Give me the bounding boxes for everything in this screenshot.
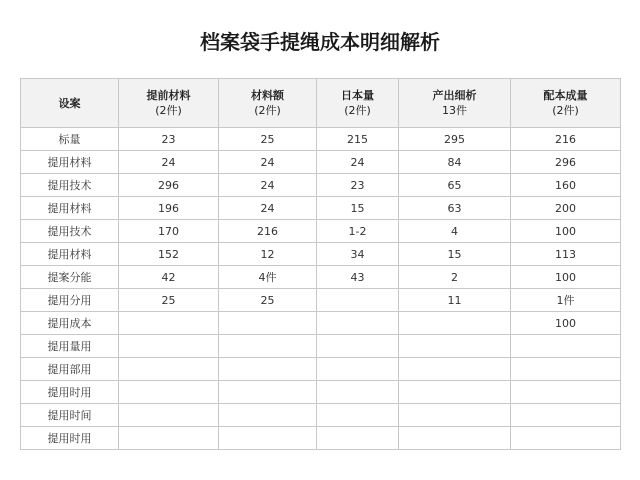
column-header: 提前材料 (2件) — [119, 79, 219, 128]
table-cell: 170 — [119, 220, 219, 243]
table-cell: 2 — [399, 266, 511, 289]
table-row — [21, 243, 621, 266]
table-cell — [119, 381, 219, 404]
table-cell: 296 — [119, 174, 219, 197]
table-cell — [511, 427, 621, 450]
table-cell: 100 — [511, 220, 621, 243]
table-cell — [119, 335, 219, 358]
table-cell — [317, 427, 399, 450]
table-cell: 24 — [119, 151, 219, 174]
row-label-cell: 提用材料 — [21, 243, 119, 266]
table-cell — [219, 335, 317, 358]
table-cell — [219, 404, 317, 427]
table-cell: 216 — [511, 128, 621, 151]
table-row — [21, 358, 621, 381]
table-cell: 100 — [511, 266, 621, 289]
table-cell: 200 — [511, 197, 621, 220]
table-cell: 196 — [119, 197, 219, 220]
table-cell: 24 — [219, 151, 317, 174]
table-cell — [511, 358, 621, 381]
table-cell — [219, 358, 317, 381]
table-cell: 1件 — [511, 289, 621, 312]
table-row — [21, 289, 621, 312]
cost-table — [20, 78, 621, 450]
table-cell: 25 — [219, 128, 317, 151]
table-row — [21, 335, 621, 358]
table-row — [21, 197, 621, 220]
table-cell — [119, 358, 219, 381]
table-cell: 11 — [399, 289, 511, 312]
table-cell — [399, 381, 511, 404]
table-cell — [317, 312, 399, 335]
row-label-cell: 提用材料 — [21, 197, 119, 220]
table-cell — [317, 289, 399, 312]
table-cell — [119, 427, 219, 450]
table-cell: 84 — [399, 151, 511, 174]
table-cell: 42 — [119, 266, 219, 289]
row-label-cell: 提用分用 — [21, 289, 119, 312]
table-row — [21, 381, 621, 404]
table-row — [21, 220, 621, 243]
table-cell — [399, 358, 511, 381]
table-row — [21, 128, 621, 151]
table-cell: 4 — [399, 220, 511, 243]
table-row — [21, 404, 621, 427]
table-cell — [317, 404, 399, 427]
table-cell: 43 — [317, 266, 399, 289]
column-header: 配本成量 (2件) — [511, 79, 621, 128]
table-cell: 216 — [219, 220, 317, 243]
row-label-cell: 提用材料 — [21, 151, 119, 174]
table-row — [21, 312, 621, 335]
table-cell: 15 — [399, 243, 511, 266]
table-cell: 152 — [119, 243, 219, 266]
table-cell: 296 — [511, 151, 621, 174]
table-cell: 160 — [511, 174, 621, 197]
table-cell: 100 — [511, 312, 621, 335]
table-cell — [511, 381, 621, 404]
row-label-cell: 提案分能 — [21, 266, 119, 289]
table-cell: 12 — [219, 243, 317, 266]
row-label-cell: 提用时间 — [21, 404, 119, 427]
table-cell — [119, 312, 219, 335]
row-label-cell: 提用时用 — [21, 427, 119, 450]
row-label-cell: 提用技术 — [21, 220, 119, 243]
table-cell — [317, 381, 399, 404]
table-cell — [219, 312, 317, 335]
table-row — [21, 266, 621, 289]
row-label-cell: 提用技术 — [21, 174, 119, 197]
row-label-cell: 标量 — [21, 128, 119, 151]
table-cell — [511, 404, 621, 427]
table-cell: 24 — [219, 197, 317, 220]
column-header: 材料额 (2件) — [219, 79, 317, 128]
table-cell: 15 — [317, 197, 399, 220]
table-cell: 113 — [511, 243, 621, 266]
table-cell: 65 — [399, 174, 511, 197]
table-cell: 215 — [317, 128, 399, 151]
table-cell: 295 — [399, 128, 511, 151]
column-header: 产出细析 13件 — [399, 79, 511, 128]
row-label-cell: 提用成本 — [21, 312, 119, 335]
table-cell: 25 — [219, 289, 317, 312]
table-cell: 23 — [119, 128, 219, 151]
table-cell: 23 — [317, 174, 399, 197]
table-cell — [511, 335, 621, 358]
table-cell — [317, 335, 399, 358]
table-cell: 24 — [219, 174, 317, 197]
table-cell — [399, 427, 511, 450]
table-cell — [317, 358, 399, 381]
table-cell — [219, 381, 317, 404]
table-cell — [399, 404, 511, 427]
table-cell: 25 — [119, 289, 219, 312]
column-header: 日本量 (2件) — [317, 79, 399, 128]
table-cell: 4件 — [219, 266, 317, 289]
page-title: 档案袋手提绳成本明细解析 — [200, 30, 440, 54]
table-cell — [219, 427, 317, 450]
table-cell: 34 — [317, 243, 399, 266]
table-cell — [399, 335, 511, 358]
column-header: 设案 — [21, 79, 119, 128]
row-label-cell: 提用量用 — [21, 335, 119, 358]
table-cell: 24 — [317, 151, 399, 174]
table-row — [21, 174, 621, 197]
table-cell — [119, 404, 219, 427]
table-row — [21, 427, 621, 450]
table-header-row — [21, 79, 621, 128]
row-label-cell: 提用部用 — [21, 358, 119, 381]
table-cell: 63 — [399, 197, 511, 220]
table-cell — [399, 312, 511, 335]
table-row — [21, 151, 621, 174]
row-label-cell: 提用时用 — [21, 381, 119, 404]
table-cell: 1-2 — [317, 220, 399, 243]
